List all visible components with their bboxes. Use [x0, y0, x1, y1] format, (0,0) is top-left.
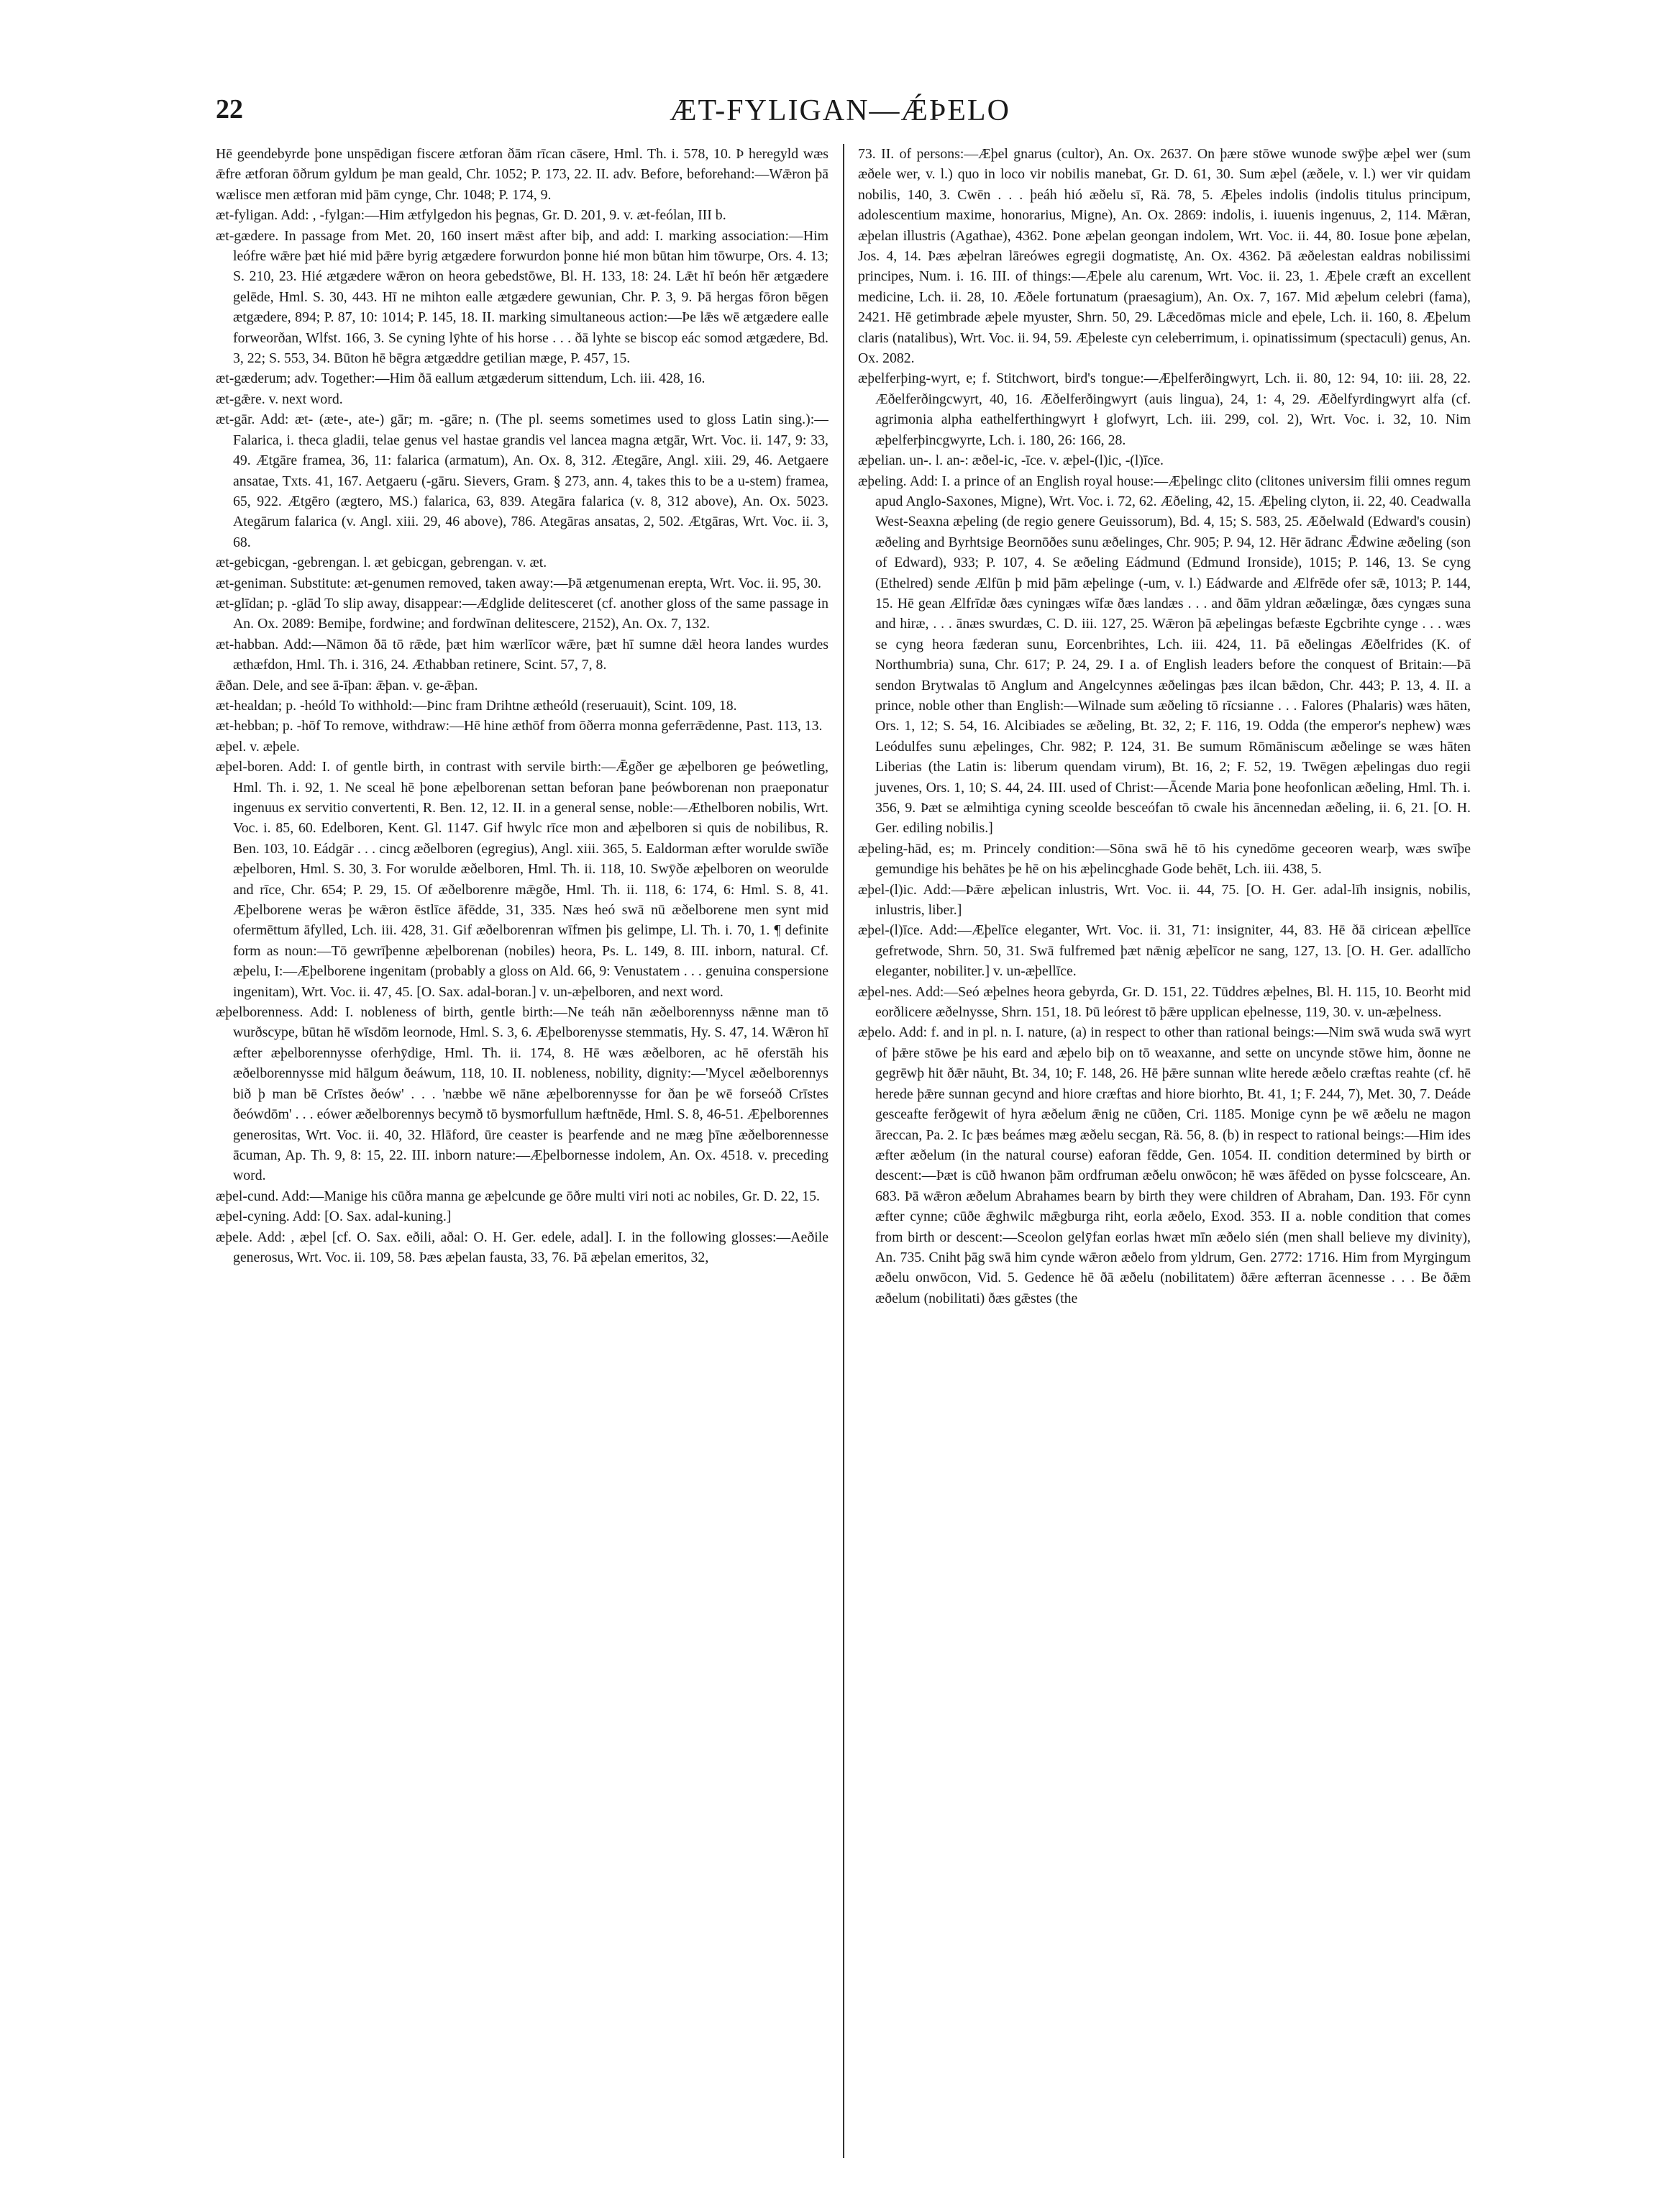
dictionary-entry: æþeling. Add: I. a prince of an English royal house:—Æþelingc clito (clitones universim filii omnes regum apud Anglo-Saxones, Migne), Wrt. Voc. i. 72, 62. Æðeling, 42, 15. Æþeling clyton, ii. 22, 40. Ceadwalla West-Seaxna æþeling (de regio genere Geuissorum), Bd. 4, 15; S. 583, 25. Æðelwald (Edward's cousin) æðeling and Byrhtsige Beornōðes sunu æðelinges, Chr. 905; P. 94, 12. Hēr ādranc Ǣdwine æðeling (son of Edward), 933; P. 107, 4. Se æðeling Eádmund (Edmund Ironside), 1015; P. 146, 13. Se cyng (Ethelred) sende Ælfūn þ mid þām æþelinge (-um, v. l.) Eádwarde and Ælfrēde ofer sǣ, 1013; P. 144, 15. Hē gean Ælfrīdæ ðæs cyningæs wīfæ ðæs landæs . . . and ðām yldran æðælingæ, ðæs cyngæs suna and hiræ, . . . ānæs swurdæs, C. D. iii. 127, 25. Wǣron þā æþelingas befæste Egcbrihte cynge . . . wæs se cyng heora fæderan sunu, Eorcenbrihtes, Lch. iii. 424, 11. Þā eðelingas Æðelfrides (K. of Northumbria) suna, Chr. 617; P. 24, 29. I a. of English leaders before the conquest of Britain:—Þā sendon Brytwalas tō Anglum and Angelcynnes æðelingas þæs ilcan bǣdon, Chr. 443; P. 13, 4. II. a prince, noble other than English:—Wilnade sum æðeling tō rīcsianne . . . Falores (Phalaris) wæs hāten, Ors. 1, 12; S. 54, 16. Alcibiades se æðeling, Bt. 32, 2; F. 116, 19. Odda (the emperor's nephew) wæs Leódulfes sunu æþelinges, Chr. 982; P. 124, 31. Be sumum Rōmāniscum æðelinge se wæs hāten Liberias (the Latin is: liberum quendam virum), Bt. 16, 2; F. 52, 19. Twēgen æþelingas duo regii juvenes, Ors. 1, 10; S. 44, 24. III. used of Christ:—Ācende Maria þone heofonlican æðeling, Hml. Th. i. 356, 9. Þæt se ælmihtiga cyning sceolde besceófan tō cwale his āncennedan æðeling, ii. 6, 21. [O. H. Ger. ediling nobilis.] [858, 473, 1471, 837]
dictionary-entry: æt-geniman. Substitute: æt-genumen removed, taken away:—Þā ætgenumenan erepta, Wrt. Voc. ii. 95, 30. [216, 575, 821, 591]
dictionary-entry: æþel-boren. Add: I. of gentle birth, in contrast with servile birth:—Ǣgðer ge æþelboren ge þeówetling, Hml. Th. i. 92, 1. Ne sceal hē þone æþelborenan settan beforan þane þeówborenan non praeponatur ingenuus ex servitio convertenti, R. Ben. 12, 12. II. in a general sense, noble:—Æthelboren nobilis, Wrt. Voc. i. 85, 60. Edelboren, Kent. Gl. 1147. Gif hwylc rīce mon and æþelboren si quis de nobilibus, R. Ben. 103, 10. Eádgār . . . cincg æðelboren (egregius), Angl. xiii. 365, 5. Ealdorman æfter worulde swīðe æþelboren, Hml. S. 30, 3. For worulde æðelboren, Hml. Th. ii. 118, 10. Swȳðe æþelboren on weorulde and rīce, Chr. 654; P. 29, 15. Of æðelborenre mǣgðe, Hml. Th. ii. 118, 6: 174, 6: Hml. S. 8, 41. Æþelborene weras þe wǣron ēstlīce āfēdde, 31, 335. Næs heó swā nū æðelborene men synt mid ofermēttum āfylled, Lch. iii. 428, 31. Gif æðelborenran wīfmen þis gelimpe, Ll. Th. i. 70, 1. ¶ definite form as noun:—Tō gewrīþenne æþelborenan (nobiles) heora, Ps. L. 149, 8. III. inborn, natural. Cf. æþelu, I:—Æþelborene ingenitam (probably a gloss on Ald. 66, 9: Venustatem . . . genuina conspersione ingenitam), Wrt. Voc. ii. 47, 45. [O. Sax. adal-boran.] v. un-æþelboren, and next word. [216, 759, 828, 1000]
dictionary-entry: æþelborenness. Add: I. nobleness of birth, gentle birth:—Ne teáh nān æðelborennyss nǣnne man tō wurðscype, būtan hē wīsdōm leornode, Hml. S. 3, 6. Æþelborenysse stemmatis, Hy. S. 47, 14. Wǣron hī æfter æþelborennysse oferhȳdige, Hml. Th. ii. 174, 8. Hē wæs æðelboren, ac hē oferstāh his æðelborennysse mid hālgum ðeáwum, 118, 10. II. nobleness, nobility, dignity:—'Mycel æðelborennys bið þ man bē Crīstes ðeów' . . . 'næbbe wē nāne æþelborennysse for ðan þe wē forseóð Crīstes ðeówdōm' . . . eówer æðelborennys becymð tō bysmorfullum hæftnēde, Hml. S. 8, 46-51. Æþelborennes generositas, Wrt. Voc. ii. 40, 32. Hlāford, ūre ceaster is þearfende and ne mæg þīne æðelborennesse ācuman, Ap. Th. 9, 8: 15, 22. III. inborn nature:—Æþelbornesse indolem, An. Ox. 4518. v. preceding word. [216, 1004, 828, 1184]
dictionary-entry: æt-fyligan. Add: , -fylgan:—Him ætfylgedon his þegnas, Gr. D. 201, 9. v. æt-feólan, III b. [216, 207, 726, 224]
page-number: 22 [216, 94, 243, 124]
dictionary-entry: æt-glīdan; p. -glād To slip away, disappear:—Ædglide delitesceret (cf. another gloss of the same passage in An. Ox. 2089: Bemiþe, fordwine; and fordwīnan delitescere, 2152), An. Ox. 7, 132. [216, 595, 828, 632]
dictionary-entry: æt-gebicgan, -gebrengan. l. æt gebicgan, gebrengan. v. æt. [216, 555, 547, 571]
continuation-text: Hē geendebyrde þone unspēdigan fiscere ætforan ðām rīcan cāsere, Hml. Th. i. 578, 10. Þ heregyld wæs ǣfre ætforan ōðrum gyldum þe man geald, Chr. 1052; P. 173, 22. II. adv. Before, beforehand:—Wǣron þā wælisce men ætforan mid þām cynge, Chr. 1048; P. 174, 9. [216, 146, 828, 203]
dictionary-entry: æþel-cyning. Add: [O. Sax. adal-kuning.] [216, 1209, 452, 1225]
page-title: ÆT-FYLIGAN—ǼÞELO [670, 94, 1010, 127]
continuation-text: 73. II. of persons:—Æþel gnarus (cultor), An. Ox. 2637. On þære stōwe wunode swȳþe æþel wer (sum æðele wer, v. l.) quo in loco vir nobilis manebat, Gr. D. 61, 30. Sum æþel (æðele, v. l.) wer vir quidam nobilis, 140, 3. Cwēn . . . þeáh hió æðelu sī, Rä. 78, 5. Æþeles indolis (indolis titulus principum, adolescentium maxime, honorarius, Migne), An. Ox. 2869: indolis, i. iuuenis ingenuus, 2, 114. Mǣran, æþelan illustris (Agathae), 4362. Þone æþelan geongan indolem, Wrt. Voc. ii. 44, 80. Iosue þone æþelan, Jos. 4, 14. Þæs æþelran lāreówes egregii dogmatistę, An. Ox. 4362. Þā æðelestan ealdras nobilissimi principes, Num. i. 16. III. of things:—Æþele alu carenum, Wrt. Voc. ii. 23, 1. Æþele cræft an excellent medicine, Lch. ii. 28, 10. Æðele fortunatum (praesagium), An. Ox. 7, 167. Mid æþelum celebri (fama), 2421. Hē getimbrade æþele myuster, Shrn. 50, 29. Lǣcedōmas micle and eþele, Lch. ii. 160, 8. Æþelum claris (natalibus), Wrt. Voc. ii. 94, 59. Æþeleste cyn celeberrimum, i. opinatissimum (spectaculi) genus, An. Ox. 2082. [858, 146, 1471, 367]
right-column [858, 144, 1471, 2158]
dictionary-entry: æt-healdan; p. -heóld To withhold:—Þinc fram Drihtne ætheóld (reseruauit), Scint. 109, 18. [216, 697, 737, 714]
dictionary-entry: æþelo. Add: f. and in pl. n. I. nature, (a) in respect to other than rational beings:—Nim swā wuda swā wyrt of þǣre stōwe þe his eard and æþelo biþ on tō weaxanne, and sette on uncynde stōwe him, ðonne ne gegrēwþ hit ðǣr nāuht, Bt. 34, 10; F. 148, 26. Hē þǣre sunnan wlite herede æðelo cræftas reahte (cf. hē herede þǣre sunnan gecynd and hiore cræftas and hiore biorhto, Bt. 41, 1; F. 244, 7), Met. 30, 7. Deáde gesceafte ferðgewit of hyra æðelum ǣnig ne cūðen, Cri. 1185. Monige cynn þe wē æðelu ne magon āreccan, Pa. 2. Ic þæs beámes mæg æðelu secgan, Rä. 56, 8. (b) in respect to rational beings:—Him ides æfter æðelum (in the natural course) eaforan fēdde, Gen. 1054. II. condition determined by birth or descent:—Þæt is cūð hwanon þām ordfruman æðelu onwōcon; hē wæs āfēded on þysse folcsceare, An. 683. Þā wǣron æðelum Abrahames bearn by birth they were children of Abraham, Dan. 193. Fōr cynn æfter cynne; cūðe ǣghwilc mǣgburga riht, eorla æðelo, Exod. 353. II a. noble condition that comes from birth or descent:—Sceolon gelȳfan eorlas hwæt mīn æðelo sién (men shall believe my divinity), An. 735. Cniht þāg swā him cynde wǣron æðelo from yldrum, Gen. 2772: 1716. Him from Myrgingum æðelu onwōcon, Vid. 5. Gedence hē ðā æðelu (nobilitatem) ðǣre æfterran ācennesse . . . Be ðǣm æðelum (nobilitati) ðæs gǣstes (the [858, 1024, 1471, 1306]
running-head [216, 94, 1464, 137]
dictionary-entry: æþel-nes. Add:—Seó æþelnes heora gebyrda, Gr. D. 151, 22. Tūddres æþelnes, Bl. H. 115, 10. Beorht mid eorðlicere æðelnysse, Shrn. 151, 18. Þū leórest tō þǣre upplican eþelnesse, 119, 30. v. un-æþelness. [858, 983, 1471, 1021]
column-divider [843, 144, 844, 2158]
dictionary-entry: æþel-(l)ic. Add:—Þǣre æþelican inlustris, Wrt. Voc. ii. 44, 75. [O. H. Ger. adal-līh insignis, nobilis, inlustris, liber.] [858, 881, 1471, 919]
dictionary-entry: æt-gæderum; adv. Together:—Him ðā eallum ætgæderum sittendum, Lch. iii. 428, 16. [216, 370, 706, 387]
text-columns [216, 144, 1471, 2158]
dictionary-entry: æþelian. un-. l. an-: æðel-ic, -īce. v. æþel-(l)ic, -(l)īce. [858, 452, 1164, 469]
dictionary-entry: æt-gār. Add: æt- (æte-, ate-) gār; m. -gāre; n. (The pl. seems sometimes used to gloss Latin sing.):—Falarica, i. theca gladii, telae genus vel hastae grandis vel lancea magna ætgār, Wrt. Voc. ii. 147, 9: 33, 49. Ætgāre framea, 36, 11: falarica (armatum), An. Ox. 8, 312. Ætegāre, Angl. xiii. 29, 46. Aetgaere ansatae, Txts. 41, 167. Aetgaeru (-gāru. Sievers, Gram. § 273, ann. 4, takes this to be a u-stem) framea, 65, 922. Ætgēro (ægtero, MS.) falarica, 63, 839. Ategāra falarica (v. 8, 312 above), An. Ox. 5023. Ategārum falarica (v. Angl. xiii. 29, 46 above), 786. Ategāras ansatas, 2, 502. Ætgāras, Wrt. Voc. ii. 3, 68. [216, 411, 828, 550]
left-column [216, 144, 828, 2158]
dictionary-entry: æt-habban. Add:—Nāmon ðā tō rǣde, þæt him wærlīcor wǣre, þæt hī sumne dǣl heora landes wurdes æthæfdon, Hml. Th. i. 316, 24. Æthabban retinere, Scint. 57, 7, 8. [216, 636, 828, 673]
dictionary-entry: æþel. v. æþele. [216, 738, 300, 755]
dictionary-entry: æþel-cund. Add:—Manige his cūðra manna ge æþelcunde ge ōðre multi viri noti ac nobiles, Gr. D. 22, 15. [216, 1188, 820, 1204]
dictionary-entry: æt-gǣre. v. next word. [216, 391, 343, 407]
dictionary-entry: æþele. Add: , æþel [cf. O. Sax. eðili, aðal: O. H. Ger. edele, adal]. I. in the following glosses:—Aeðile generosus, Wrt. Voc. ii. 109, 58. Þæs æþelan fausta, 33, 76. Þā æþelan emeritos, 32, [216, 1229, 828, 1265]
dictionary-entry: æþelferþing-wyrt, e; f. Stitchwort, bird's tongue:—Æþelferðingwyrt, Lch. ii. 80, 12: 94, 10: iii. 28, 22. Æðelferðingcwyrt, 40, 16. Æðelferðingwyrt (auis lingua), 24, 1: 4, 29. Æðelfyrdingwyrt alfa (cf. agrimonia alpha eathelferthingwyrt ł glofwyrt, Lch. iii. 299, col. 2), Wrt. Voc. i. 32, 10. Nim æþelferþincgwyrte, Lch. i. 180, 26: 166, 28. [858, 370, 1471, 448]
dictionary-entry: æþeling-hād, es; m. Princely condition:—Sōna swā hē tō his cynedōme geceoren wearþ, wæs swīþe gemundige his behātes þe hē on his æþelincghade Gode behēt, Lch. iii. 438, 5. [858, 840, 1471, 878]
dictionary-entry: ǣðan. Dele, and see ā-īþan: ǣþan. v. ge-ǣþan. [216, 677, 478, 693]
dictionary-entry: æþel-(l)īce. Add:—Æþelīce eleganter, Wrt. Voc. ii. 31, 71: insigniter, 44, 83. Hē ðā ciricean æþellīce gefretwode, Shrn. 50, 31. Swā fulfremed þæt nǣnig æþelīcor ne sang, 127, 13. [O. H. Ger. adallīcho eleganter, nobiliter.] v. un-æþellīce. [858, 922, 1471, 980]
dictionary-entry: æt-gædere. In passage from Met. 20, 160 insert mǣst after biþ, and add: I. marking association:—Him leófre wǣre þæt hié mid þǣre byrig ætgædere forwurdon þonne hié mon būtan him tōwurpe, Ors. 4. 13; S. 210, 23. Hié ætgædere wǣron on heora gebedstōwe, Bl. H. 133, 18: 24. Lǣt hī beón hēr ætgædere gelēde, Hml. S. 30, 443. Hī ne mihton ealle ætgædere gewunian, Chr. P. 3, 9. Þā hergas fōron bēgen ætgædere, 894; P. 87, 10: 1014; P. 145, 18. II. marking simultaneous action:—Þe lǣs wē ætgædere ealle forweorðan, Wlfst. 166, 3. Se cyning lȳhte of his horse . . . ðā lyhte se biscop eác somod ætgædere, Bd. 3, 22; S. 553, 34. Būton hē bēgra ætgæddre getilian mæge, P. 457, 15. [216, 227, 828, 367]
dictionary-entry: æt-hebban; p. -hōf To remove, withdraw:—Hē hine æthōf from ōðerra monna geferrǣdenne, Past. 113, 13. [216, 718, 823, 734]
